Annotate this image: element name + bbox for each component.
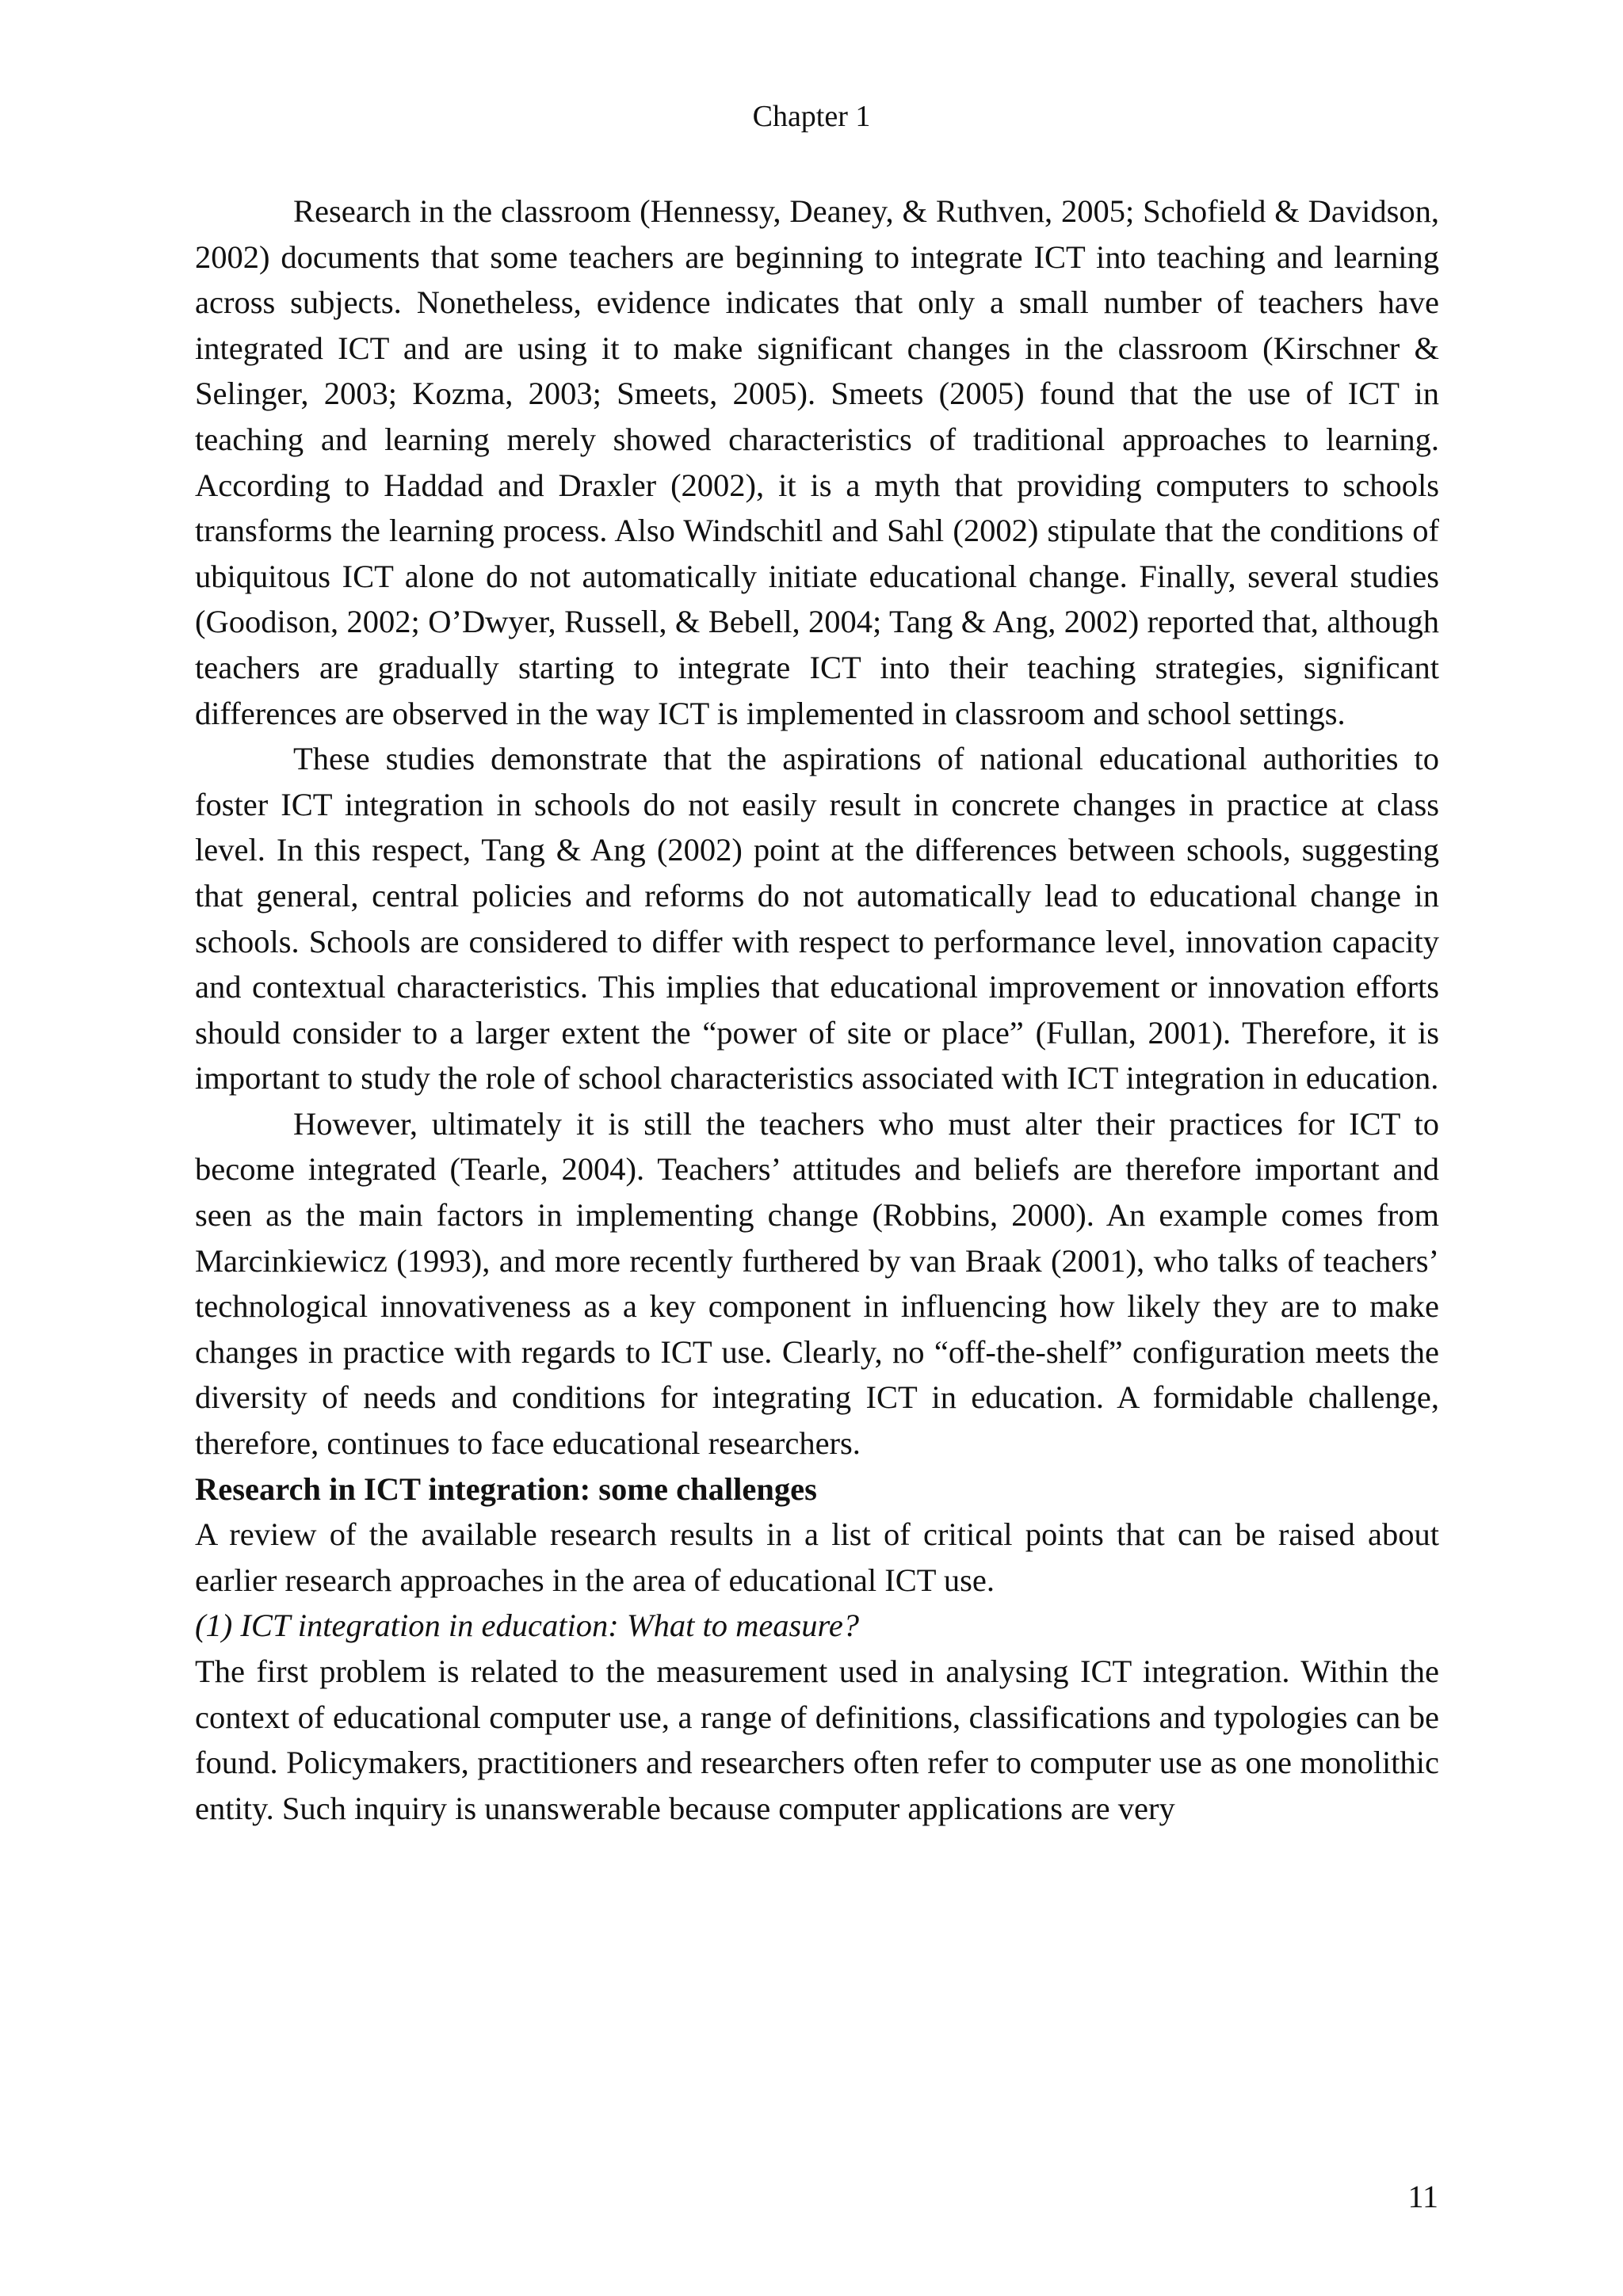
running-header-chapter: Chapter 1: [752, 100, 871, 133]
section-intro-paragraph: A review of the available research results in a list of critical points that can be raised about earlier research approaches in the area of educational ICT use.: [195, 1516, 1439, 1598]
body-paragraph: However, ultimately it is still the teachers who must alter their practices for ICT to become integrated (Tearle, 2004). Teachers’ attitudes and beliefs are therefore important and seen as the main factors in implementing change (Robbins, 2000). An example comes from Marcinkiewicz (1993), and more recently furthered by van Braak (2001), who talks of teachers’ technological innovativeness as a key component in influencing how likely they are to make changes in practice with regards to ICT use. Clearly, no “off-the-shelf” configuration meets the diversity of needs and conditions for integrating ICT in education. A formidable challenge, therefore, continues to face educational researchers.: [195, 1105, 1439, 1462]
document-body: [195, 189, 1439, 1831]
subsection-paragraph: The first problem is related to the measurement used in analysing ICT integration. Within the context of educational computer use, a range of definitions, classifications and typologies can be found. Policymakers, practitioners and researchers often refer to computer use as one monolithic entity. Such inquiry is unanswerable because computer applications are very: [195, 1653, 1439, 1826]
subsection-heading: (1) ICT integration in education: What to measure?: [195, 1608, 860, 1644]
body-paragraph: Research in the classroom (Hennessy, Deaney, & Ruthven, 2005; Schofield & Davidson, 2002) documents that some teachers are beginning to integrate ICT into teaching and learning across subjects. Nonetheless, evidence indicates that only a small number of teachers have integrated ICT and are using it to make significant changes in the classroom (Kirschner & Selinger, 2003; Kozma, 2003; Smeets, 2005). Smeets (2005) found that the use of ICT in teaching and learning merely showed characteristics of traditional approaches to learning. According to Haddad and Draxler (2002), it is a myth that providing computers to schools transforms the learning process. Also Windschitl and Sahl (2002) stipulate that the conditions of ubiquitous ICT alone do not automatically initiate educational change. Finally, several studies (Goodison, 2002; O’Dwyer, Russell, & Bebell, 2004; Tang & Ang, 2002) reported that, although teachers are gradually starting to integrate ICT into their teaching strategies, significant differences are observed in the way ICT is implemented in classroom and school settings.: [195, 193, 1439, 731]
section-heading: Research in ICT integration: some challenges: [195, 1470, 817, 1507]
page-number: 11: [1407, 2179, 1438, 2214]
body-paragraph: These studies demonstrate that the aspirations of national educational authorities to foster ICT integration in schools do not easily result in concrete changes in practice at class level. In this respect, Tang & Ang (2002) point at the differences between schools, suggesting that general, central policies and reforms do not automatically lead to educational change in schools. Schools are considered to differ with respect to performance level, innovation capacity and contextual characteristics. This implies that educational improvement or innovation efforts should consider to a larger extent the “power of site or place” (Fullan, 2001). Therefore, it is important to study the role of school characteristics associated with ICT integration in education.: [195, 741, 1439, 1097]
